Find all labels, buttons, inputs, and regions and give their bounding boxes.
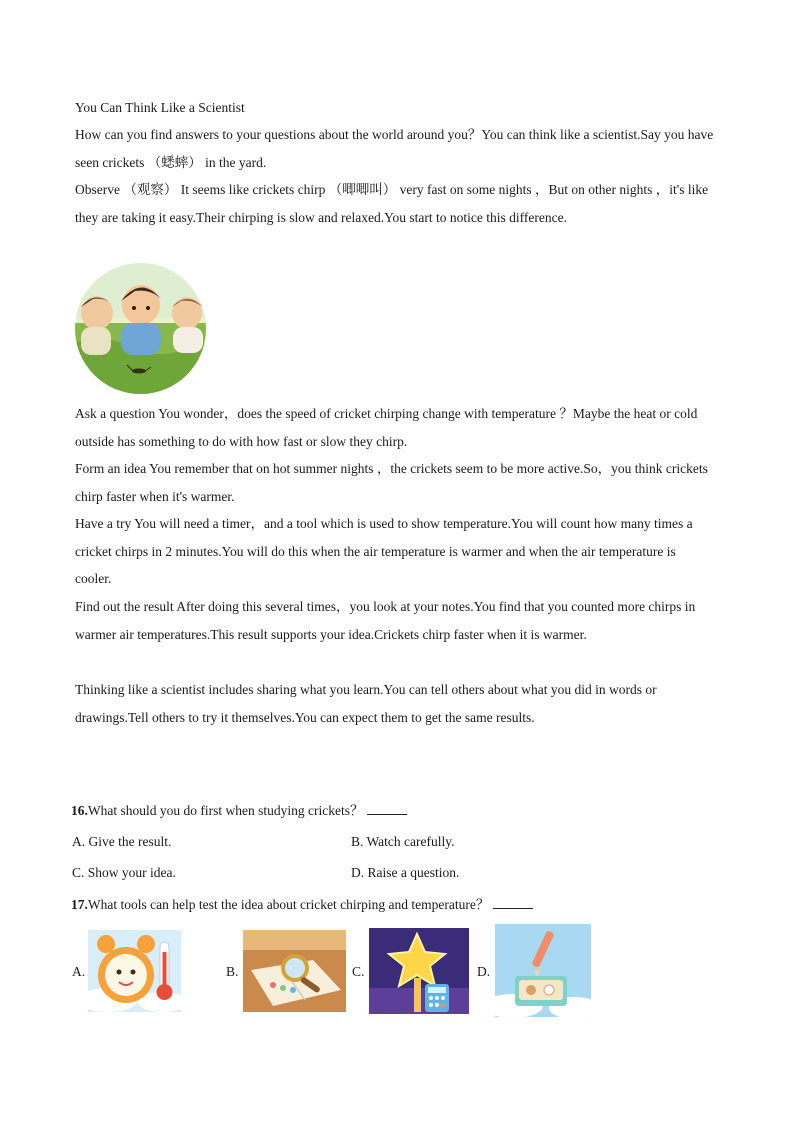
q17-option-a-image[interactable] <box>88 930 181 1012</box>
question-16-number: 16. <box>71 803 88 818</box>
paragraph-find-result: Find out the result After doing this several times，you look at your notes.You find that you counted more chirps in warmer air temperatures.This result supports your idea.Crickets chirp faster when it is warmer. <box>75 599 696 642</box>
q17-option-c-image[interactable] <box>369 928 469 1014</box>
question-17-number: 17. <box>71 897 88 912</box>
q17-option-a-label[interactable]: A. <box>72 964 86 979</box>
notebook-magnifier-icon <box>243 930 346 1012</box>
q16-option-d[interactable]: D. Raise a question. <box>351 865 460 880</box>
alarm-clock-thermometer-icon <box>88 930 181 1012</box>
paragraph-have-a-try: Have a try You will need a timer，and a tool which is used to show temperature.You will count how many times a cricket chirps in 2 minutes.You will do this when the air temperature is warmer and when the air temperature is cooler. <box>75 516 693 586</box>
answer-blank-17[interactable] <box>493 896 533 909</box>
answer-blank-16[interactable] <box>367 802 407 815</box>
q16-option-b[interactable]: B. Watch carefully. <box>351 834 455 849</box>
paragraph-form-idea: Form an idea You remember that on hot summer nights ，the crickets seem to be more active.So，you think crickets chirp faster when it's warmer. <box>75 461 708 504</box>
question-17 <box>71 895 533 915</box>
q17-option-b-label[interactable]: B. <box>226 964 239 979</box>
q17-option-d-label[interactable]: D. <box>477 964 491 979</box>
q17-option-b-image[interactable] <box>243 930 346 1012</box>
pencil-book-icon <box>495 924 591 1017</box>
paragraph-intro: How can you find answers to your questions about the world around you？You can think like a scientist.Say you have seen crickets （蟋蟀） in the yard. <box>75 127 714 170</box>
children-illustration <box>75 263 206 394</box>
paragraph-ask-question: Ask a question You wonder，does the speed of cricket chirping change with temperature ？Maybe the heat or cold outside has something to do with how fast or slow they chirp. <box>75 406 698 449</box>
question-17-text: What tools can help test the idea about cricket chirping and temperature？ <box>87 897 490 912</box>
paragraph-observe: Observe （观察） It seems like crickets chirp （唧唧叫） very fast on some nights ，But on other nights ，it's like they are taking it easy.Their chirping is slow and relaxed.You start to notice this difference. <box>75 182 709 225</box>
q17-option-d-image[interactable] <box>495 924 591 1017</box>
passage-title: You Can Think Like a Scientist <box>75 100 245 115</box>
question-16 <box>71 801 407 821</box>
q16-option-c[interactable]: C. Show your idea. <box>72 865 176 880</box>
question-16-text: What should you do first when studying crickets？ <box>87 803 364 818</box>
children-in-grass-photo <box>75 263 206 394</box>
paragraph-thinking: Thinking like a scientist includes sharing what you learn.You can tell others about what you did in words or drawings.Tell others to try it themselves.You can expect them to get the same results. <box>75 682 657 725</box>
q16-option-a[interactable]: A. Give the result. <box>72 834 172 849</box>
star-calculator-icon <box>369 928 469 1014</box>
q17-option-c-label[interactable]: C. <box>352 964 365 979</box>
